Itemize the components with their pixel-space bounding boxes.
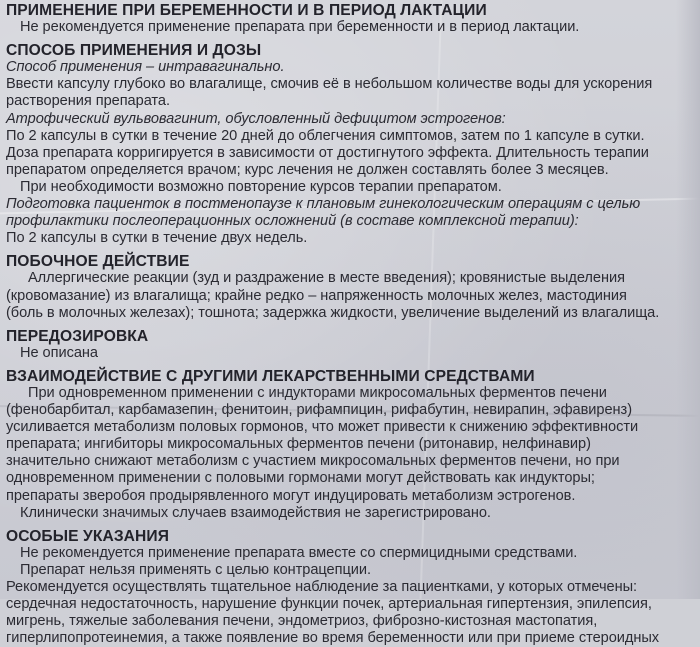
paragraph-line: растворения препарата. (6, 93, 170, 110)
paragraph-line: Клинически значимых случаев взаимодействия не зарегистрировано. (20, 504, 491, 521)
paragraph-line: При одновременном применении с индукторами микросомальных ферментов печени (28, 384, 607, 401)
section-title-dosage: СПОСОБ ПРИМЕНЕНИЯ И ДОЗЫ (6, 42, 262, 60)
page-edge-shadow (676, 0, 700, 599)
paragraph-line: Рекомендуется осуществлять тщательное наблюдение за пациентками, у которых отмечены: (6, 579, 638, 595)
paragraph-line: препаратом определяется врачом; курс лечения не должен составлять более 3 месяцев. (6, 161, 609, 178)
section-title-overdose: ПЕРЕДОЗИРОВКА (6, 327, 149, 345)
paragraph-line: По 2 капсулы в сутки в течение двух недель. (6, 230, 308, 247)
paragraph-line: препараты зверобоя продырявленного могут индуцировать метаболизм эстрогенов. (6, 487, 576, 504)
paragraph-line: Не рекомендуется применение препарата вместе со спермицидными средствами. (20, 544, 578, 561)
paragraph-line: усиливается метаболизм половых гормонов, что может привести к снижению эффективности (6, 419, 639, 436)
paragraph-line: Не описана (20, 344, 98, 361)
section-title-special-instructions: ОСОБЫЕ УКАЗАНИЯ (6, 527, 170, 545)
paragraph-line: Способ применения – интравагинально. (6, 59, 285, 76)
paragraph-line: значительно снижают метаболизм с участием микросомальных ферментов печени, но при (6, 453, 620, 470)
paragraph-line: препарата; ингибиторы микросомальных ферментов печени (ритонавир, нелфинавир) (6, 436, 591, 453)
paragraph-line: мигрень, тяжелые заболевания печени, эндометриоз, фиброзно-кистозная мастопатия, (6, 613, 598, 630)
paragraph-line: Препарат нельзя применять с целью контрацепции. (20, 561, 371, 578)
paragraph-line: Не рекомендуется применение препарата при беременности и в период лактации. (20, 19, 580, 36)
paragraph-line: (фенобарбитал, карбамазепин, фенитоин, рифампицин, рифабутин, невирапин, эфавиренз) (6, 402, 633, 419)
paragraph-line: (боль в молочных железах); тошнота; задержка жидкости, увеличение выделений из влагалища. (6, 304, 660, 321)
paragraph-line: Доза препарата корригируется в зависимости от достигнутого эффекта. Длительность терапии (6, 144, 649, 161)
section-title-interactions: ВЗАИМОДЕЙСТВИЕ С ДРУГИМИ ЛЕКАРСТВЕННЫМИ СРЕДСТВАМИ (6, 367, 535, 385)
subheading-line: Подготовка пациенток в постменопаузе к плановым гинекологическим операциям с целью (6, 196, 641, 213)
subheading-line: Атрофический вульвовагинит, обусловленный дефицитом эстрогенов: (6, 110, 506, 127)
paragraph-line: одновременном применении с половыми гормонами могут действовать как индукторы; (6, 470, 595, 487)
paragraph-line: сердечная недостаточность, нарушение функции почек, артериальная гипертензия, эпилепсия, (6, 596, 652, 613)
paragraph-line: При необходимости возможно повторение курсов терапии препаратом. (20, 178, 502, 195)
subheading-line: профилактики послеоперационных осложнений (в составе комплексной терапии): (6, 213, 579, 230)
leaflet-text (6, 2, 684, 647)
paragraph-line: По 2 капсулы в сутки в течение 20 дней до облегчения симптомов, затем по 1 капсуле в сутки. (6, 127, 645, 144)
section-title-side-effects: ПОБОЧНОЕ ДЕЙСТВИЕ (6, 253, 190, 271)
paragraph-line: Ввести капсулу глубоко во влагалище, смочив её в небольшом количестве воды для ускорения (6, 76, 653, 93)
section-title-pregnancy: ПРИМЕНЕНИЕ ПРИ БЕРЕМЕННОСТИ И В ПЕРИОД ЛАКТАЦИИ (6, 2, 487, 19)
paragraph-line: гиперлипопротеинемия, а также появление во время беременности или при приеме стероидных (6, 630, 660, 647)
paragraph-line: Аллергические реакции (зуд и раздражение в месте введения); кровянистые выделения (28, 270, 625, 287)
paragraph-line: (кровомазание) из влагалища; крайне редко – напряженность молочных желез, мастодиния (6, 287, 627, 304)
